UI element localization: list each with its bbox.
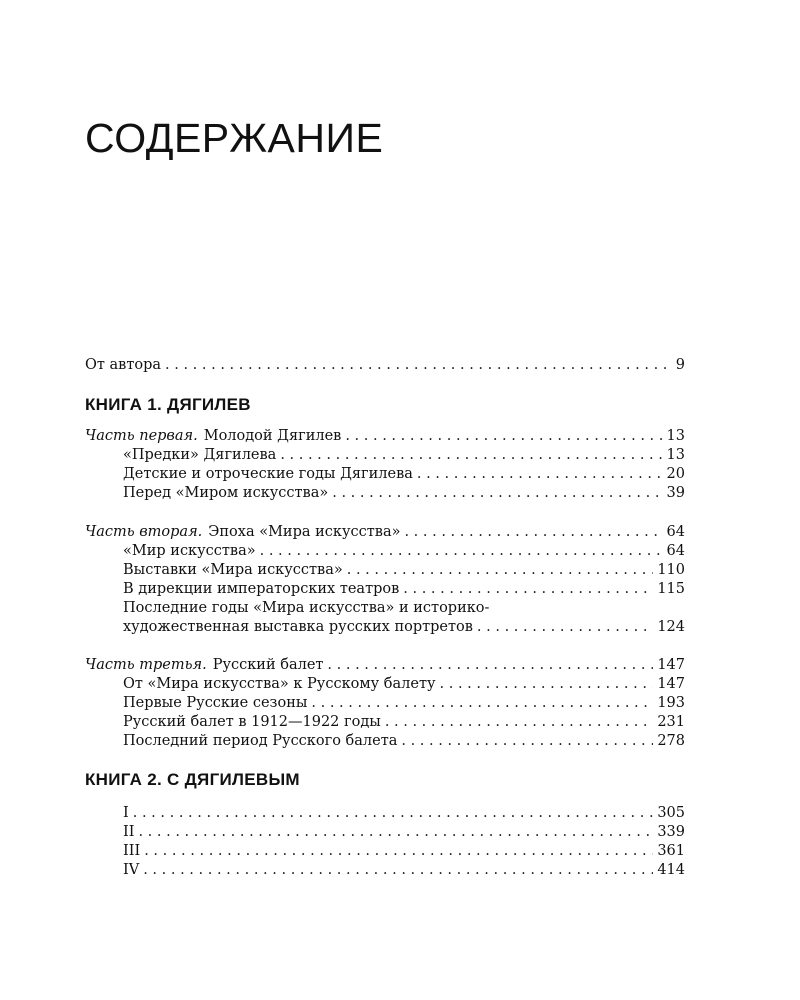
toc-entry-page: 115 xyxy=(657,581,685,597)
toc-entry-label: III xyxy=(123,843,141,859)
part-title: Молодой Дягилев xyxy=(203,428,342,444)
toc-entry[interactable] xyxy=(123,675,685,694)
toc-entry-line1[interactable]: Последние годы «Мира искусства» и историко- xyxy=(123,600,490,616)
toc-entry-label: I xyxy=(123,805,129,821)
leader-dots xyxy=(417,465,663,484)
toc-entry-label: IV xyxy=(123,862,140,878)
toc-entry-label: Перед «Миром искусства» xyxy=(123,485,329,501)
page-title: СОДЕРЖАНИЕ xyxy=(85,115,384,161)
leader-dots xyxy=(404,523,662,542)
leader-dots xyxy=(477,618,653,637)
toc-part-1[interactable] xyxy=(85,427,685,446)
toc-part-2[interactable] xyxy=(85,523,685,542)
toc-entry[interactable] xyxy=(123,580,685,599)
toc-entry-page: 13 xyxy=(666,428,685,444)
leader-dots xyxy=(347,561,654,580)
toc-entry-page: 305 xyxy=(657,805,685,821)
leader-dots xyxy=(165,356,667,375)
toc-entry-label: В дирекции императорских театров xyxy=(123,581,400,597)
leader-dots xyxy=(327,656,653,675)
toc-entry[interactable] xyxy=(123,446,685,465)
leader-dots xyxy=(385,713,654,732)
part-title: Эпоха «Мира искусства» xyxy=(208,524,401,540)
toc-entry-page: 110 xyxy=(657,562,685,578)
toc-entry-page: 231 xyxy=(657,714,685,730)
toc-entry[interactable] xyxy=(123,842,685,861)
toc-entry-label: Детские и отроческие годы Дягилева xyxy=(123,466,413,482)
leader-dots xyxy=(401,732,653,751)
toc-entry-page: 64 xyxy=(666,524,685,540)
part-label: Часть вторая. xyxy=(85,524,203,540)
toc-entry[interactable] xyxy=(123,694,685,713)
toc-part-3[interactable] xyxy=(85,656,685,675)
toc-entry-label: «Мир искусства» xyxy=(123,543,256,559)
leader-dots xyxy=(403,580,653,599)
leader-dots xyxy=(280,446,662,465)
toc-entry[interactable] xyxy=(123,713,685,732)
toc-entry-page: 20 xyxy=(666,466,685,482)
leader-dots xyxy=(260,542,663,561)
part-label: Часть третья. xyxy=(85,657,207,673)
part-title: Русский балет xyxy=(212,657,324,673)
leader-dots xyxy=(345,427,662,446)
toc-entry[interactable] xyxy=(123,732,685,751)
toc-entry-label: «Предки» Дягилева xyxy=(123,447,277,463)
toc-entry-label: художественная выставка русских портретов xyxy=(123,619,473,635)
toc-entry-page: 278 xyxy=(657,733,685,749)
leader-dots xyxy=(332,484,662,503)
toc-entry-label: Выставки «Мира искусства» xyxy=(123,562,343,578)
toc-entry[interactable] xyxy=(123,542,685,561)
toc-entry[interactable] xyxy=(123,561,685,580)
toc-entry-page: 147 xyxy=(657,657,685,673)
toc-entry[interactable] xyxy=(123,618,685,637)
leader-dots xyxy=(440,675,654,694)
leader-dots xyxy=(133,804,654,823)
toc-entry-label: От автора xyxy=(85,357,162,373)
toc-entry[interactable] xyxy=(123,484,685,503)
toc-entry[interactable] xyxy=(123,465,685,484)
toc-entry[interactable] xyxy=(123,823,685,842)
toc-entry-label: Первые Русские сезоны xyxy=(123,695,308,711)
toc-entry[interactable] xyxy=(123,804,685,823)
toc-entry-intro[interactable] xyxy=(85,356,685,375)
toc-entry-label: II xyxy=(123,824,135,840)
book-heading-1: КНИГА 1. ДЯГИЛЕВ xyxy=(85,395,251,414)
toc-entry-label: Русский балет в 1912—1922 годы xyxy=(123,714,381,730)
toc-entry[interactable] xyxy=(123,861,685,880)
leader-dots xyxy=(143,861,653,880)
toc-entry-label: Последний период Русского балета xyxy=(123,733,398,749)
toc-entry-page: 39 xyxy=(666,485,685,501)
toc-entry-page: 414 xyxy=(657,862,685,878)
leader-dots xyxy=(311,694,653,713)
part-label: Часть первая. xyxy=(85,428,198,444)
toc-entry-page: 361 xyxy=(657,843,685,859)
toc-entry-label: От «Мира искусства» к Русскому балету xyxy=(123,676,436,692)
toc-entry-page: 339 xyxy=(657,824,685,840)
toc-entry-page: 147 xyxy=(657,676,685,692)
book-heading-2: КНИГА 2. С ДЯГИЛЕВЫМ xyxy=(85,770,300,789)
toc-entry-page: 124 xyxy=(657,619,685,635)
toc-entry-page: 13 xyxy=(666,447,685,463)
toc-entry-page: 9 xyxy=(675,357,685,373)
toc-entry-page: 64 xyxy=(666,543,685,559)
toc-entry-page: 193 xyxy=(657,695,685,711)
leader-dots xyxy=(144,842,653,861)
leader-dots xyxy=(138,823,653,842)
